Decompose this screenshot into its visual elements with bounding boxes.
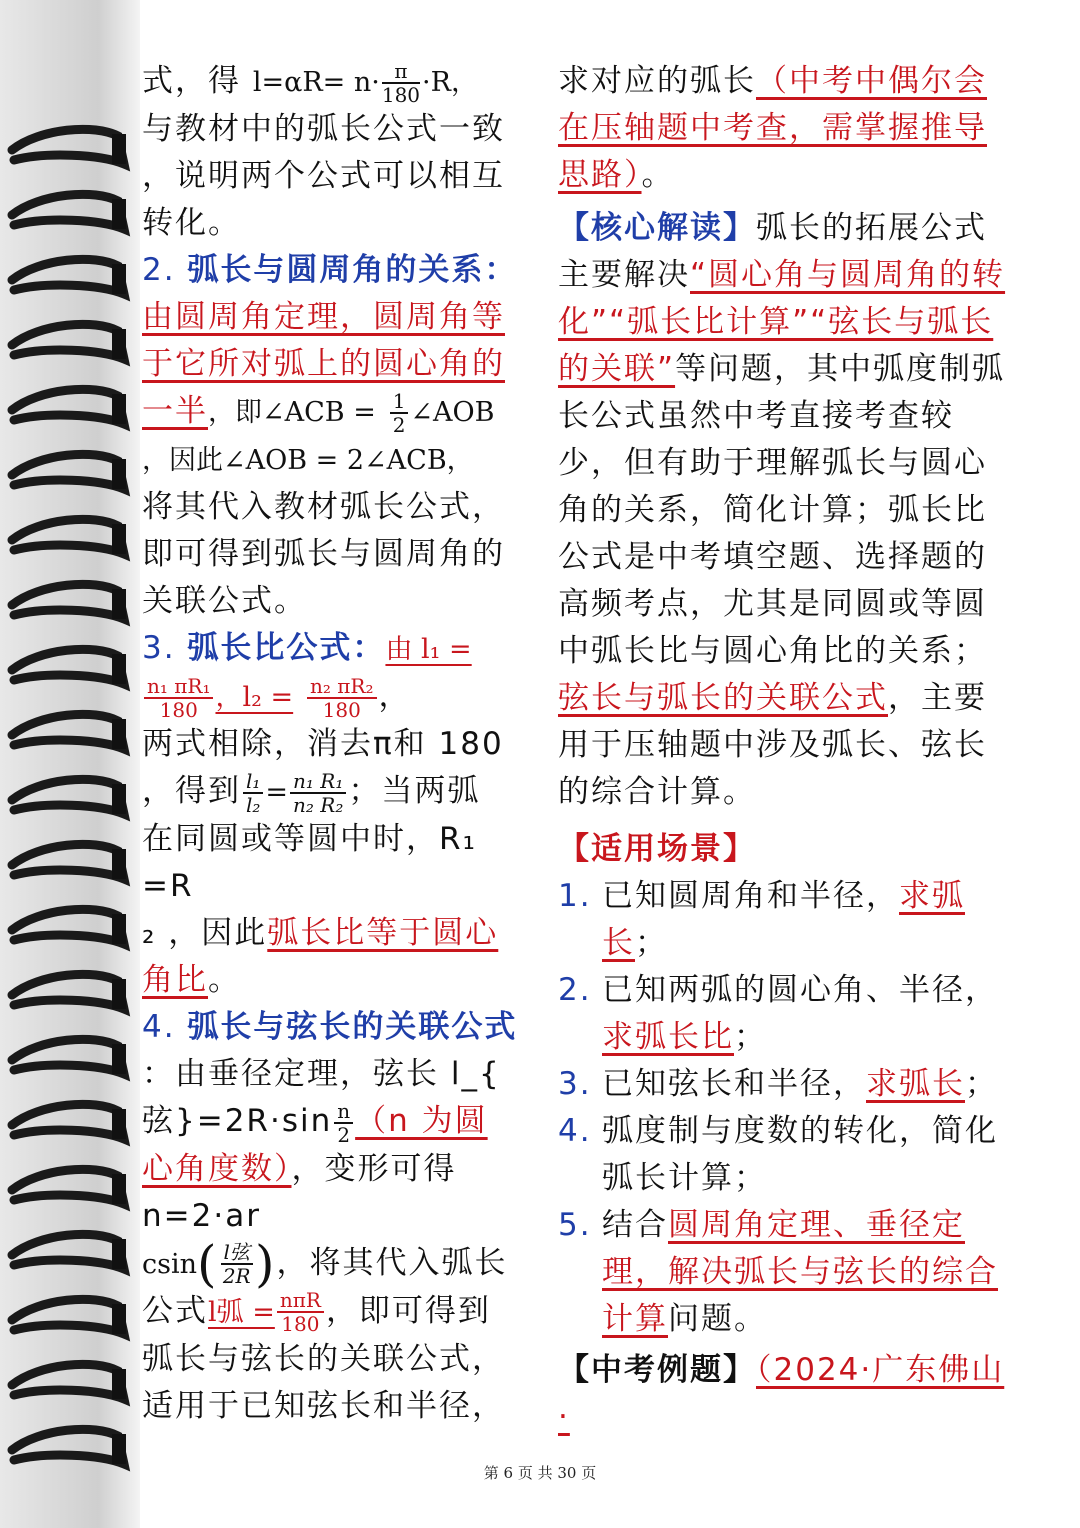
- binding-hole: [112, 1239, 126, 1269]
- scenes-heading: [558, 826, 1010, 873]
- formula: l=αR= n·: [252, 67, 380, 98]
- text: ，说明两个公式可以相互: [142, 158, 505, 194]
- text: ，: [378, 678, 412, 714]
- text: ；: [635, 925, 668, 961]
- equals-sign: =: [265, 777, 289, 808]
- binding-hole: [112, 1109, 126, 1139]
- text: 式，得: [142, 63, 241, 99]
- fraction-n-over-2: [334, 1100, 353, 1146]
- fraction-l2: [307, 675, 376, 721]
- fraction-denominator: n₂ R₂: [293, 792, 344, 817]
- text: ，将其代入弧长: [276, 1244, 508, 1281]
- fraction-arc-length: [277, 1289, 324, 1335]
- fraction-l1: [144, 675, 213, 721]
- highlighted-text: 求弧长: [602, 878, 965, 961]
- text: ；: [965, 1066, 998, 1102]
- binding-hole: [112, 329, 126, 359]
- section-title: 弧长比公式：: [187, 630, 386, 666]
- text: ；: [734, 1019, 767, 1055]
- text: 已知圆周角和半径，: [602, 878, 899, 914]
- formula: ∠AOB: [410, 397, 495, 428]
- text: 已知两弧的圆心角、半径，: [602, 972, 998, 1008]
- text: 。: [641, 157, 675, 193]
- highlighted-text: “圆心角与圆周角的转化”“弧长比计算”“弦长与弧长的关联”: [558, 257, 1006, 387]
- highlighted-formula: l弧 =: [208, 1296, 275, 1328]
- list-text: [602, 1108, 1010, 1202]
- list-index: 3.: [558, 1066, 592, 1102]
- binding-hole: [112, 134, 126, 164]
- text: 求对应的弧长: [558, 63, 756, 99]
- text: 弧长的拓展公式主要解决: [558, 210, 987, 293]
- text: 与教材中的弧长公式一致: [142, 111, 505, 147]
- highlighted-formula: 由 l₁ =: [385, 634, 472, 665]
- list-text: [602, 967, 1010, 1061]
- formula: ，即∠ACB =: [208, 397, 376, 428]
- fraction-numerator: π: [382, 60, 420, 84]
- text: 弦}=2R·sin: [142, 1103, 333, 1139]
- list-index: 5.: [558, 1207, 592, 1243]
- binding-hole: [112, 524, 126, 554]
- text: 结合: [602, 1207, 668, 1243]
- section-number: 2.: [142, 252, 176, 288]
- binding-hole: [112, 589, 126, 619]
- highlighted-text: （n 为圆心角度数）: [142, 1103, 488, 1187]
- text: ，得到: [142, 773, 241, 809]
- highlighted-text: 求弧长比: [602, 1019, 734, 1055]
- binding-hole: [112, 394, 126, 424]
- paragraph-radian-formula: [142, 58, 520, 247]
- page-footer: 第 6 页 共 30 页: [483, 1464, 597, 1482]
- list-index: 2.: [558, 972, 592, 1008]
- binding-hole: [112, 914, 126, 944]
- text: ，变形可得 n=2·ar: [142, 1150, 457, 1234]
- highlighted-text: 求弧长: [866, 1066, 965, 1102]
- heading-title: 【适用场景】: [558, 831, 756, 867]
- right-column: [558, 58, 1010, 1441]
- text: ，主要用于压轴题中涉及弧长、弦长的综合计算。: [558, 680, 987, 810]
- fraction-pi-180: [382, 60, 420, 106]
- highlighted-formula: ，l₂ =: [215, 682, 294, 713]
- fraction-denominator: l₂: [246, 792, 261, 817]
- fraction-denominator: 180: [281, 1312, 320, 1336]
- binding-hole: [112, 1369, 126, 1399]
- heading-title: 【中考例题】: [558, 1352, 756, 1388]
- text: 两式相除，消去π和 180: [142, 726, 504, 762]
- binding-hole: [112, 784, 126, 814]
- binding-hole: [112, 654, 126, 684]
- fraction-numerator: l弦: [221, 1241, 253, 1265]
- section-3: [142, 625, 520, 1004]
- section-2: [142, 247, 520, 625]
- binding-hole: [112, 459, 126, 489]
- left-paren: (: [197, 1234, 219, 1293]
- fraction-denominator: 180: [159, 697, 198, 722]
- section-title: 弧长与弦长的关联公式: [187, 1009, 518, 1045]
- highlighted-text: 弧长比等于圆心角比: [142, 915, 499, 998]
- list-index: 1.: [558, 878, 592, 914]
- fraction-numerator: nπR: [277, 1289, 324, 1313]
- text: ；当两弧: [348, 773, 481, 809]
- list-item: [558, 1108, 1010, 1202]
- binding-hole: [112, 199, 126, 229]
- highlighted-text: 圆周角定理、垂径定理，解决弧长与弦长的综合计算: [602, 1207, 998, 1337]
- text: 等问题，其中弧度制弧长公式虽然中考直接考查较少，但有助于理解弧长与圆心角的关系，简化计算；弧长比公式是中考填空题、选择题的高频考点，尤其是同圆或等圆中弧长比与圆心角比的关系；: [558, 351, 1006, 669]
- bracket: 【: [558, 210, 591, 246]
- text: 将其代入教材弧长公式，即可得到弧长与圆周角的关联公式。: [142, 489, 505, 619]
- fraction-chord-over-2r: [221, 1241, 253, 1287]
- fraction-numerator: n₂ πR₂: [307, 675, 376, 699]
- binding-hole: [112, 1304, 126, 1334]
- list-index: 4.: [558, 1113, 592, 1149]
- section-number: 4.: [142, 1009, 176, 1045]
- list-item: [558, 873, 1010, 967]
- highlighted-text: （中考中偶尔会在压轴题中考查，需掌握推导思路）: [558, 63, 987, 193]
- text: ：由垂径定理，弦长 l_{: [142, 1056, 501, 1092]
- heading-title: 核心解读: [591, 210, 723, 246]
- fraction-denominator: 2: [337, 1122, 351, 1147]
- section-number: 3.: [142, 630, 176, 666]
- text: 公式: [142, 1292, 208, 1329]
- binding-hole: [112, 719, 126, 749]
- text: ₂ ，因此: [142, 915, 268, 951]
- binding-hole: [112, 1174, 126, 1204]
- text: 转化。: [142, 205, 241, 241]
- text: 已知弦长和半径，: [602, 1066, 866, 1102]
- fraction-numerator: l₁: [243, 770, 263, 794]
- list-text: [602, 1202, 1010, 1343]
- fraction-denominator: 2: [392, 412, 406, 437]
- fraction-numerator: n: [334, 1100, 353, 1124]
- fraction-ratio: [290, 770, 346, 816]
- formula: csin: [142, 1248, 198, 1280]
- section-title: 弧长与圆周角的关系：: [187, 252, 518, 288]
- binding-hole: [112, 979, 126, 1009]
- bracket: 】: [723, 210, 756, 246]
- text: 在同圆或等圆中时，R₁ =R: [142, 821, 477, 904]
- binding-hole: [112, 1044, 126, 1074]
- highlighted-text: 由圆周角定理，圆周角等于它所对弧上的圆心角的一半: [142, 299, 505, 429]
- binding-hole: [112, 264, 126, 294]
- list-item: [558, 1061, 1010, 1108]
- text: 。: [208, 962, 241, 998]
- fraction-denominator: 180: [322, 697, 361, 722]
- binding-hole: [112, 1434, 126, 1464]
- fraction-one-half: [390, 390, 409, 436]
- section-4: [142, 1004, 520, 1430]
- scenes-list: [558, 873, 1010, 1343]
- formula: ，因此∠AOB = 2∠ACB，: [142, 445, 474, 476]
- fraction-l1-over-l2: [243, 770, 263, 816]
- highlighted-text: （2024·广东佛山·: [558, 1352, 1005, 1435]
- list-text: [602, 1061, 998, 1108]
- fraction-denominator: 180: [381, 82, 421, 107]
- list-text: [602, 873, 1010, 967]
- fraction-numerator: 1: [390, 390, 409, 414]
- right-paren: ): [254, 1234, 277, 1293]
- list-item: [558, 967, 1010, 1061]
- core-interpretation: [558, 205, 1010, 816]
- paragraph-continuation: [558, 58, 1010, 199]
- text: 弧度制与度数的转化，简化弧长计算；: [602, 1113, 998, 1196]
- highlighted-text: 弦长与弧长的关联公式: [558, 680, 888, 716]
- binding-hole: [112, 849, 126, 879]
- exam-example: [558, 1347, 1010, 1441]
- text: ，即可得到弧长与弦长的关联公式，适用于已知弦长和半径，: [142, 1292, 505, 1424]
- core-heading: [558, 210, 756, 246]
- formula: ·R，: [422, 67, 478, 98]
- left-column: [142, 58, 520, 1430]
- fraction-denominator: 2R: [222, 1264, 251, 1288]
- fraction-numerator: n₁ R₁: [290, 770, 346, 794]
- list-item: [558, 1202, 1010, 1343]
- spiral-binding-decoration: [0, 0, 140, 1528]
- text: 问题。: [668, 1301, 767, 1337]
- fraction-numerator: n₁ πR₁: [144, 675, 213, 699]
